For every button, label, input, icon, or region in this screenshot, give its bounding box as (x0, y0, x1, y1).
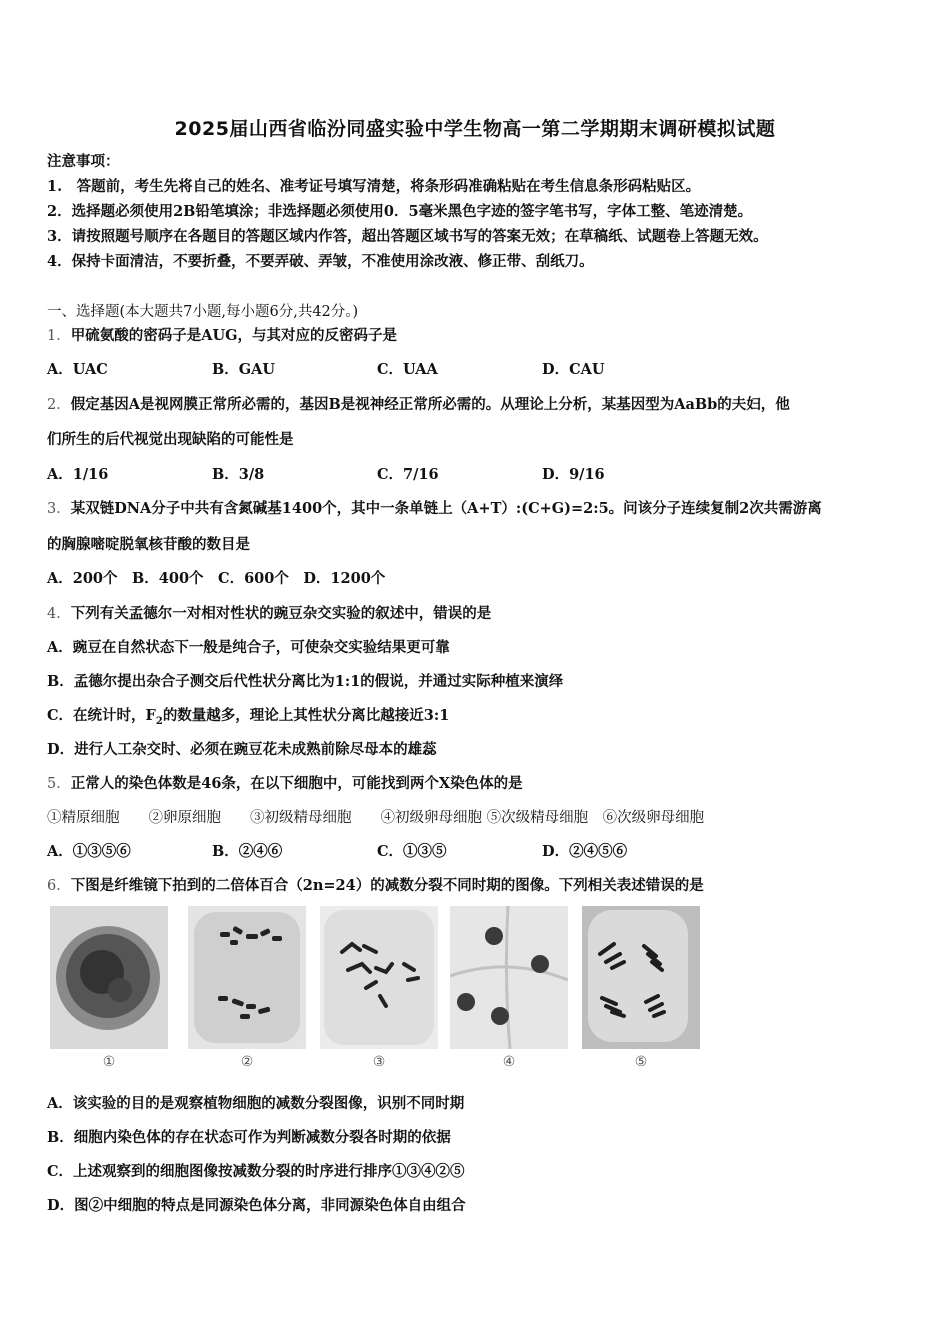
question-4-option-a[interactable]: A．豌豆在自然状态下一般是纯合子，可使杂交实验结果更可靠 (47, 639, 450, 656)
option-d[interactable]: D．9/16 (542, 466, 605, 483)
meiosis-micrograph-figure (50, 906, 710, 1074)
question-5-cell-list: ①精原细胞 ②卵原细胞 ③初级精母细胞 ④初级卵母细胞 ⑤次级精母细胞 ⑥次级卵母细胞 (47, 810, 705, 826)
figure-label-2: ② (240, 1054, 254, 1070)
figure-label-3: ③ (372, 1054, 386, 1070)
option-a[interactable]: A．1/16 (47, 466, 109, 483)
notice-item-1: 1. 答题前，考生先将自己的姓名、准考证号填写清楚，将条形码准确粘贴在考生信息条形码粘贴区。 (47, 178, 701, 195)
option-d[interactable]: D．②④⑤⑥ (542, 843, 628, 860)
question-4-option-d[interactable]: D．进行人工杂交时、必须在豌豆花未成熟前除尽母本的雄蕊 (47, 741, 437, 758)
section-heading: 一、选择题(本大题共7小题,每小题6分,共42分。) (47, 304, 359, 320)
micrograph-4 (450, 906, 568, 1049)
question-3 (47, 499, 822, 519)
question-stem: 假定基因A是视网膜正常所必需的，基因B是视神经正常所必需的。从理论上分析，某基因型为AaBb的夫妇，他 (70, 396, 790, 413)
question-5 (47, 774, 523, 794)
figure-label-4: ④ (502, 1054, 516, 1070)
question-6-option-d[interactable]: D．图②中细胞的特点是同源染色体分离，非同源染色体自由组合 (47, 1197, 466, 1214)
option-c[interactable]: C．7/16 (377, 466, 439, 483)
question-4-option-b[interactable]: B．孟德尔提出杂合子测交后代性状分离比为1:1的假说，并通过实际种植来演绎 (47, 673, 564, 690)
option-a[interactable]: A．①③⑤⑥ (47, 843, 131, 860)
option-a[interactable]: A．UAC (47, 361, 108, 378)
question-3-stem-cont: 的胸腺嘧啶脱氧核苷酸的数目是 (47, 536, 250, 553)
question-6-option-a[interactable]: A．该实验的目的是观察植物细胞的减数分裂图像，识别不同时期 (47, 1095, 465, 1112)
question-2-stem-cont: 们所生的后代视觉出现缺陷的可能性是 (47, 431, 294, 448)
question-6 (47, 876, 704, 896)
notice-heading: 注意事项： (47, 153, 120, 170)
question-stem: 正常人的染色体数是46条，在以下细胞中，可能找到两个X染色体的是 (70, 775, 523, 792)
notice-item-2: 2．选择题必须使用2B铅笔填涂；非选择题必须使用0．5毫米黑色字迹的签字笔书写，字体工整、笔迹清楚。 (47, 203, 753, 220)
page-title: 2025届山西省临汾同盛实验中学生物高一第二学期期末调研模拟试题 (174, 118, 776, 140)
question-number: 5． (47, 776, 71, 792)
notice-item-3: 3．请按照题号顺序在各题目的答题区域内作答，超出答题区域书写的答案无效；在草稿纸、试题卷上答题无效。 (47, 228, 768, 245)
question-number: 4． (47, 606, 71, 622)
option-b[interactable]: B．GAU (212, 361, 276, 378)
option-c-text: C．在统计时，F (47, 707, 156, 724)
question-6-option-b[interactable]: B．细胞内染色体的存在状态可作为判断减数分裂各时期的依据 (47, 1129, 451, 1146)
question-number: 1． (47, 328, 71, 344)
question-stem: 下图是纤维镜下拍到的二倍体百合（2n=24）的减数分裂不同时期的图像。下列相关表述错误的是 (70, 877, 704, 894)
option-c[interactable]: C．①③⑤ (377, 843, 447, 860)
option-c[interactable]: C．UAA (377, 361, 438, 378)
option-c-subscript: 2 (155, 715, 163, 727)
micrograph-1 (50, 906, 168, 1049)
question-5-options (47, 842, 707, 862)
question-number: 2． (47, 397, 71, 413)
question-6-option-c[interactable]: C．上述观察到的细胞图像按减数分裂的时序进行排序①③④②⑤ (47, 1163, 465, 1180)
question-1-options (47, 360, 707, 380)
micrograph-5 (582, 906, 700, 1049)
option-c-text-cont: 的数量越多，理论上其性状分离比越接近3:1 (162, 707, 450, 724)
option-d[interactable]: D．CAU (542, 361, 605, 378)
question-3-options[interactable]: A．200个 B．400个 C．600个 D．1200个 (47, 570, 386, 587)
micrograph-2 (188, 906, 306, 1049)
micrograph-3 (320, 906, 438, 1049)
question-number: 3． (47, 501, 71, 517)
option-b[interactable]: B．②④⑥ (212, 843, 283, 860)
figure-label-1: ① (102, 1054, 116, 1070)
question-stem: 下列有关孟德尔一对相对性状的豌豆杂交实验的叙述中，错误的是 (70, 605, 492, 622)
question-2 (47, 395, 790, 415)
question-1 (47, 326, 397, 346)
question-4-option-c[interactable] (47, 706, 449, 732)
notice-item-4: 4．保持卡面清洁，不要折叠，不要弄破、弄皱，不准使用涂改液、修正带、刮纸刀。 (47, 253, 594, 270)
question-number: 6． (47, 878, 71, 894)
figure-label-5: ⑤ (634, 1054, 648, 1070)
question-4 (47, 604, 491, 624)
option-b[interactable]: B．3/8 (212, 466, 265, 483)
question-2-options (47, 465, 707, 485)
question-stem: 某双链DNA分子中共有含氮碱基1400个，其中一条单链上（A+T）:(C+G)=2:5。问该分子连续复制2次共需游离 (70, 500, 822, 517)
question-stem: 甲硫氨酸的密码子是AUG，与其对应的反密码子是 (70, 327, 398, 344)
